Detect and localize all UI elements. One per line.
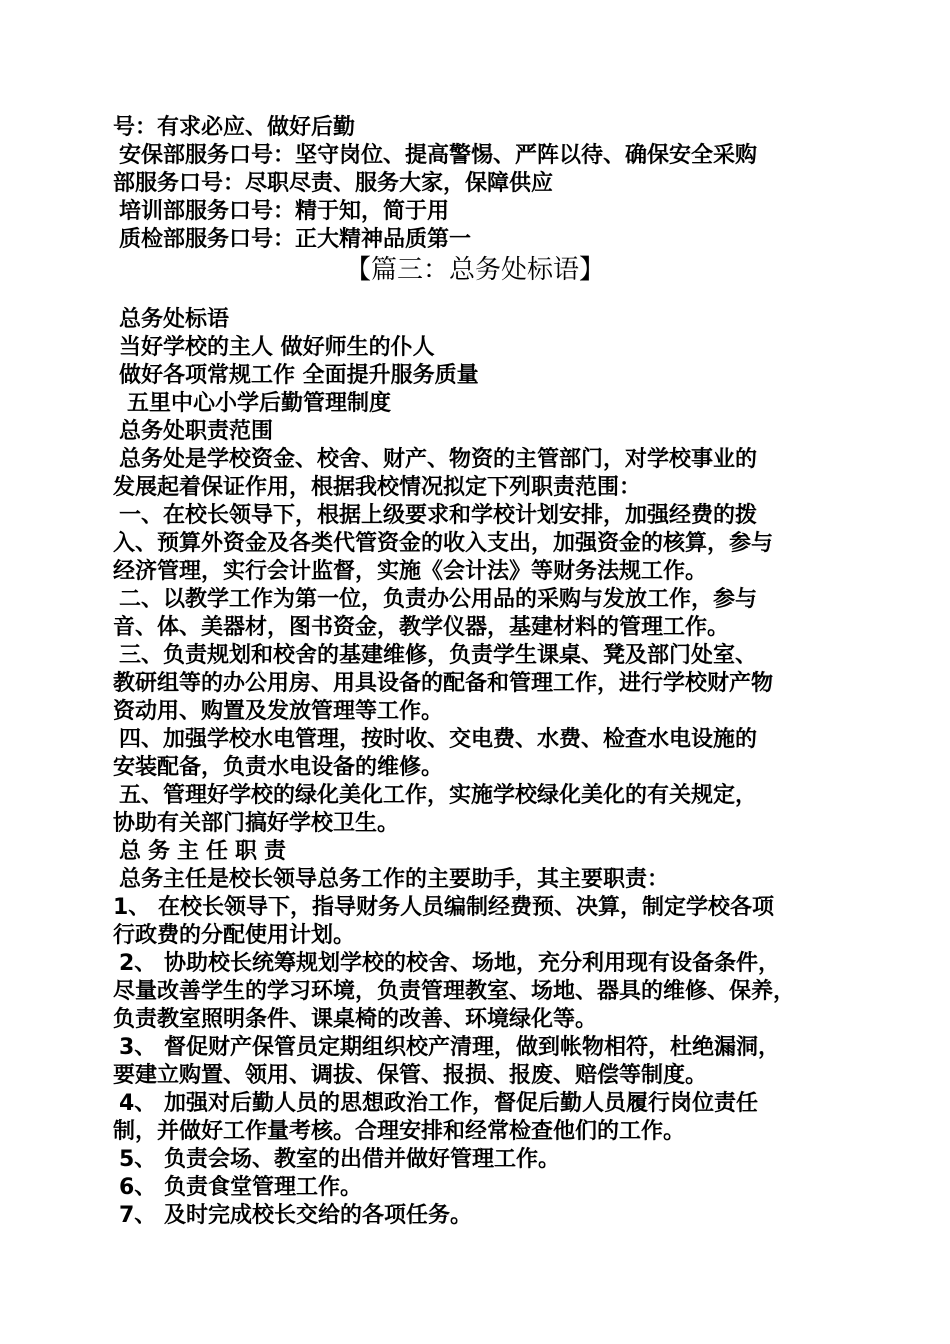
- paragraph-line: 二、以教学工作为第一位，负责办公用品的采购与发放工作，参与: [119, 587, 758, 612]
- paragraph-line: 三、负责规划和校舍的基建维修，负责学生课桌、凳及部门处室、: [119, 643, 758, 668]
- main-content: [113, 306, 843, 1230]
- paragraph-line: 教研组等的办公用房、用具设备的配备和管理工作，进行学校财产物: [113, 671, 774, 696]
- slogan-line: 当好学校的主人 做好师生的仆人: [119, 335, 435, 360]
- text-line: 培训部服务口号：精于知，简于用: [119, 199, 450, 224]
- paragraph-line: 协助有关部门搞好学校卫生。: [113, 811, 400, 836]
- slogan-line: 做好各项常规工作 全面提升服务质量: [119, 363, 479, 388]
- text-line: 部服务口号：尽职尽责、服务大家，保障供应: [113, 171, 554, 196]
- list-item-line: 7、 及时完成校长交给的各项任务。: [119, 1203, 472, 1228]
- chapter-heading: 【篇三：总务处标语】: [344, 255, 605, 285]
- list-item-line: 尽量改善学生的学习环境，负责管理教室、场地、器具的维修、保养，: [113, 979, 796, 1004]
- paragraph-line: 发展起着保证作用，根据我校情况拟定下列职责范围：: [113, 475, 642, 500]
- section-title: 总务处职责范围: [119, 419, 274, 444]
- paragraph-line: 入、预算外资金及各类代管资金的收入支出，加强资金的核算，参与: [113, 531, 774, 556]
- paragraph-line: 五、管理好学校的绿化美化工作，实施学校绿化美化的有关规定，: [119, 783, 758, 808]
- paragraph-line: 总务处是学校资金、校舍、财产、物资的主管部门，对学校事业的: [119, 447, 758, 472]
- list-item-line: 行政费的分配使用计划。: [113, 923, 356, 948]
- list-item-line: 2、 协助校长统筹规划学校的校舍、场地，充分利用现有设备条件，: [119, 951, 780, 976]
- paragraph-line: 经济管理，实行会计监督，实施《会计法》等财务法规工作。: [113, 559, 708, 584]
- list-item-line: 负责教室照明条件、课桌椅的改善、环境绿化等。: [113, 1007, 598, 1032]
- text-line: 号：有求必应、做好后勤: [113, 115, 356, 140]
- list-item-line: 6、 负责食堂管理工作。: [119, 1175, 362, 1200]
- list-item-line: 要建立购置、领用、调拔、保管、报损、报废、赔偿等制度。: [113, 1063, 708, 1088]
- paragraph-line: 资动用、购置及发放管理等工作。: [113, 699, 444, 724]
- paragraph-line: 一、在校长领导下，根据上级要求和学校计划安排，加强经费的拨: [119, 503, 758, 528]
- list-item-line: 1、 在校长领导下，指导财务人员编制经费预、决算，制定学校各项: [113, 895, 774, 920]
- section-title: 总务处标语: [119, 307, 230, 332]
- list-item-line: 4、 加强对后勤人员的思想政治工作，督促后勤人员履行岗位责任: [119, 1091, 758, 1116]
- section-title: 总务主任职责: [119, 839, 294, 864]
- text-line: 安保部服务口号：坚守岗位、提高警惕、严阵以待、确保安全采购: [119, 143, 758, 168]
- text-line: 质检部服务口号：正大精神品质第一: [119, 227, 472, 252]
- list-item-line: 5、 负责会场、教室的出借并做好管理工作。: [119, 1147, 560, 1172]
- paragraph-line: 四、加强学校水电管理，按时收、交电费、水费、检查水电设施的: [119, 727, 758, 752]
- list-item-line: 3、 督促财产保管员定期组织校产清理，做到帐物相符，杜绝漏洞，: [119, 1035, 780, 1060]
- section-title: 五里中心小学后勤管理制度: [127, 391, 392, 416]
- slogan-list: [113, 114, 843, 254]
- paragraph-line: 音、体、美器材，图书资金，教学仪器，基建材料的管理工作。: [113, 615, 730, 640]
- paragraph-line: 总务主任是校长领导总务工作的主要助手，其主要职责：: [119, 867, 670, 892]
- list-item-line: 制，并做好工作量考核。合理安排和经常检查他们的工作。: [113, 1119, 686, 1144]
- paragraph-line: 安装配备，负责水电设备的维修。: [113, 755, 444, 780]
